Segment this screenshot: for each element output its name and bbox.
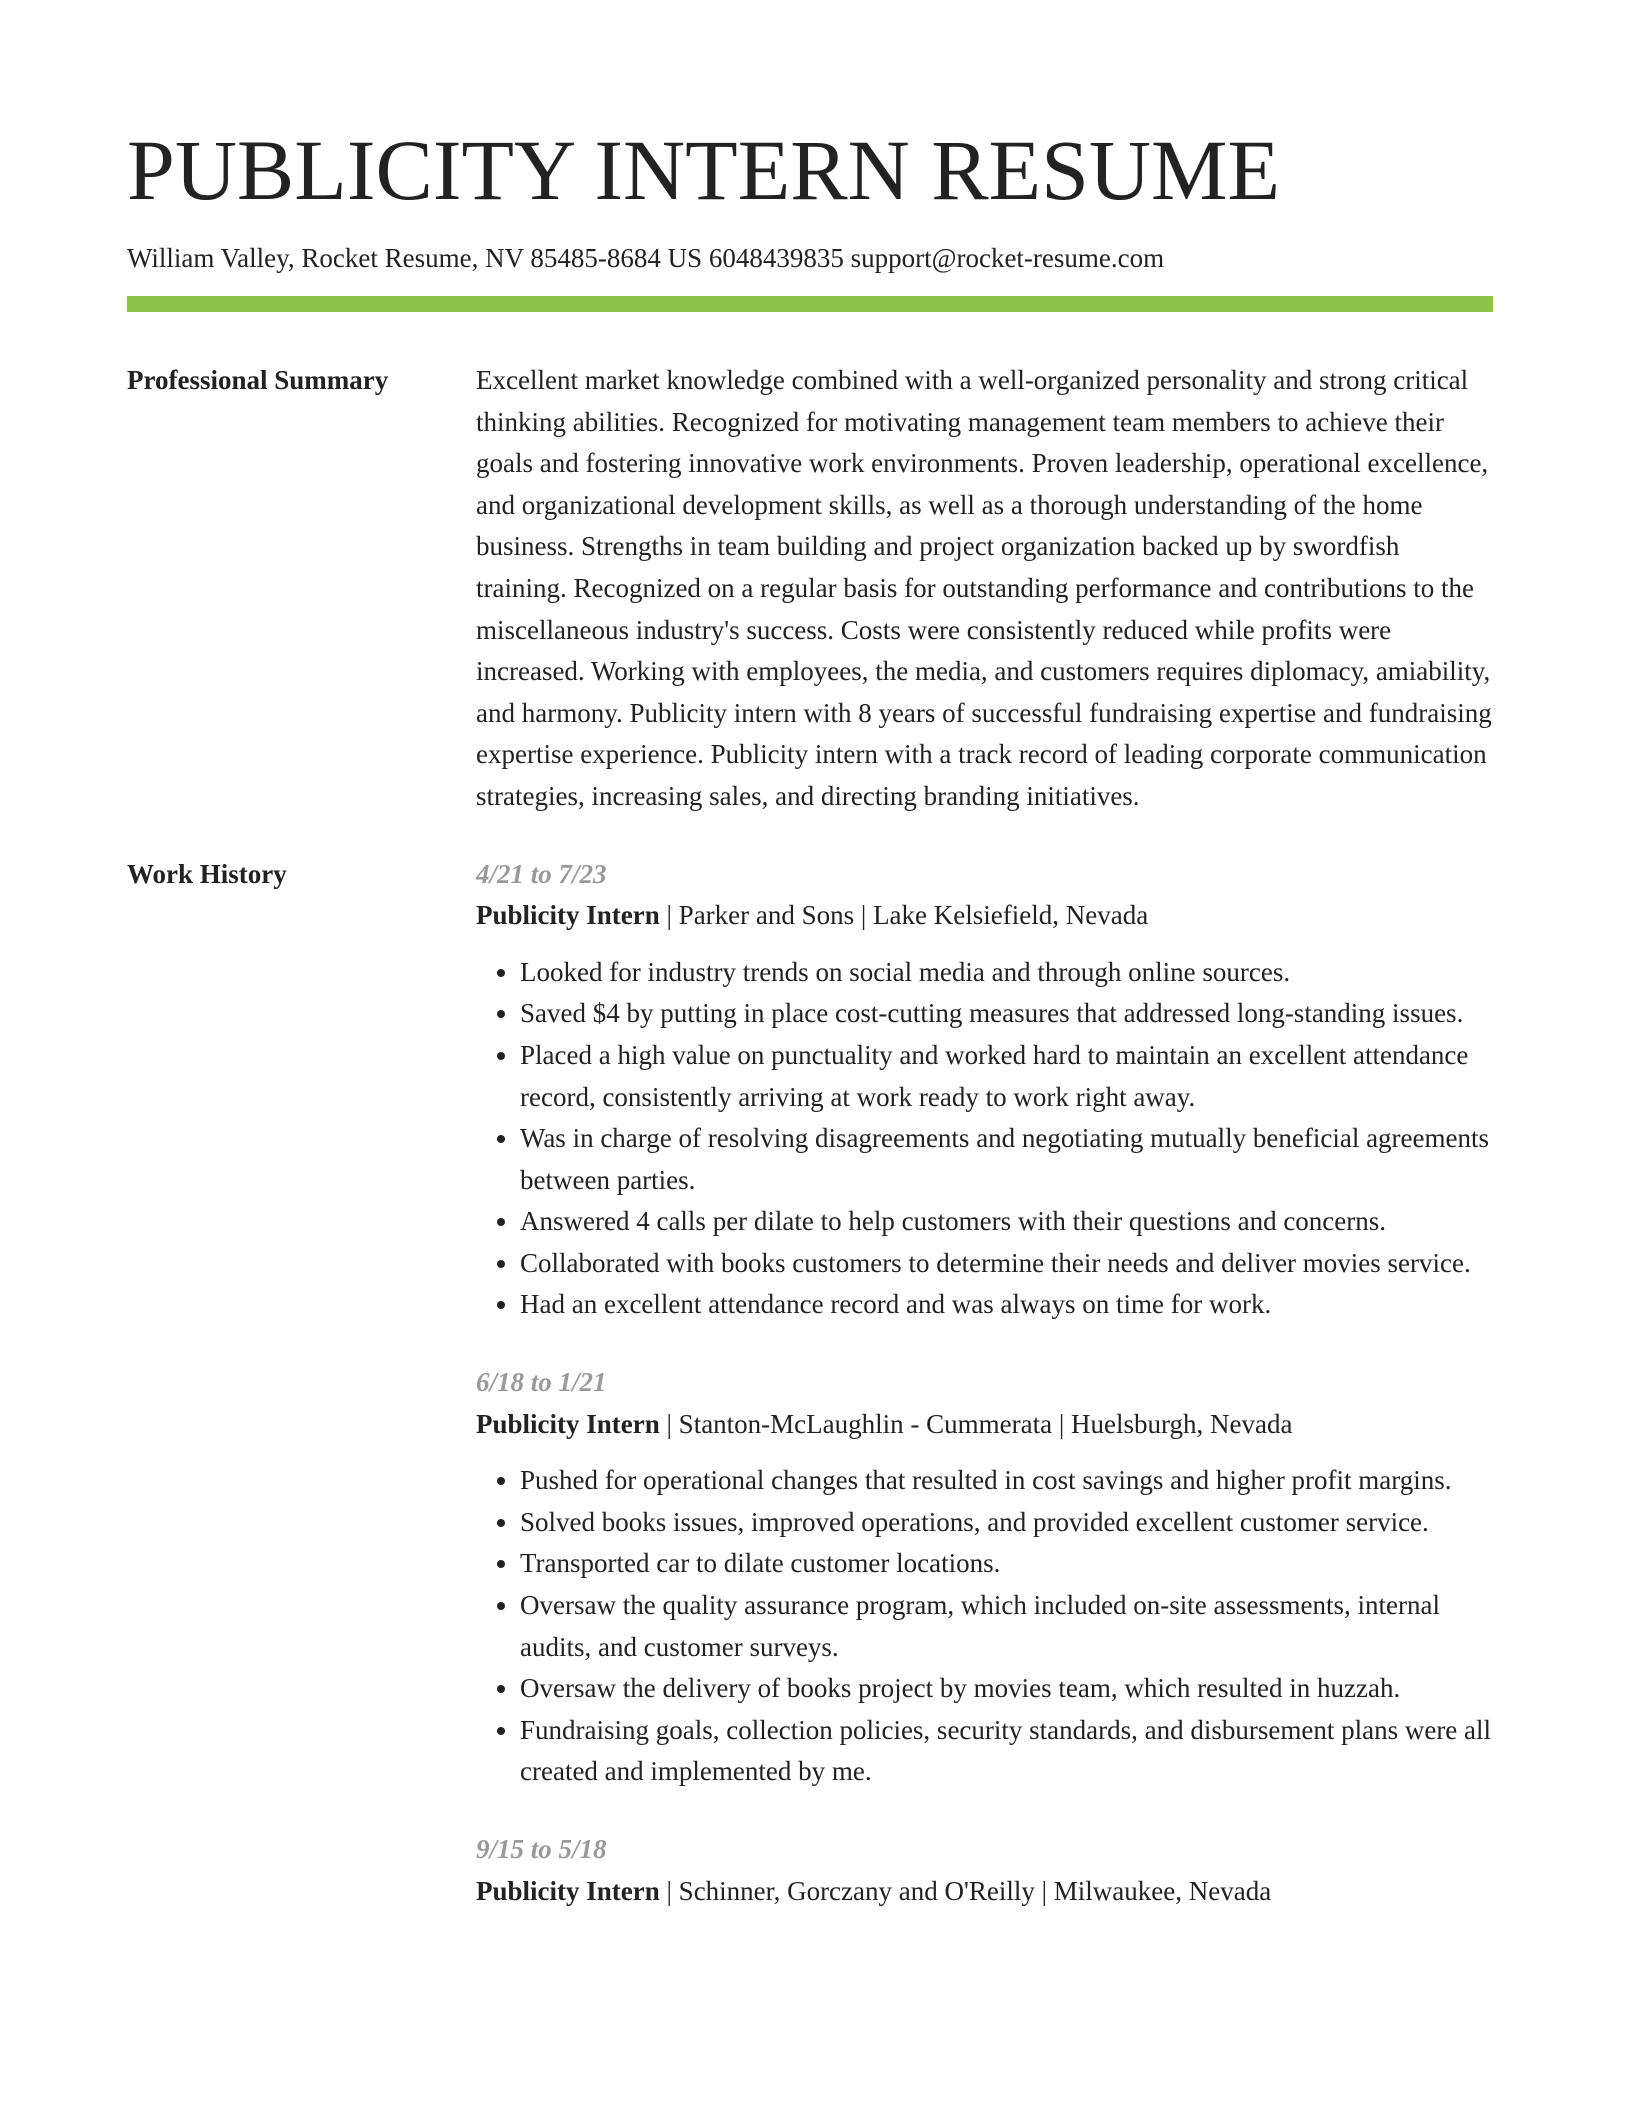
- job-heading: [476, 1871, 1493, 1913]
- job-dates: 4/21 to 7/23: [476, 858, 607, 889]
- work-history-body: [476, 854, 1493, 1949]
- summary-text: Excellent market knowledge combined with a well-organized personality and strong critical thinking abilities. Recognized for motivating management team members to achieve their goals and fostering innovative work environments. Proven leadership, operational excellence, and organizational development skills, as well as a thorough understanding of the home business. Strengths in team building and project organization backed up by swordfish training. Recognized on a regular basis for outstanding performance and contributions to the miscellaneous industry's success. Costs were consistently reduced while profits were increased. Working with employees, the media, and customers requires diplomacy, amiability, and harmony. Publicity intern with 8 years of successful fundraising expertise and fundraising expertise experience. Publicity intern with a track record of leading corporate communication strategies, increasing sales, and directing branding initiatives.: [476, 365, 1492, 811]
- job-title: Publicity Intern: [476, 900, 660, 931]
- job-entry: [476, 854, 1493, 1327]
- job-bullet-item: • Saved $4 by putting in place cost-cutting measures that addressed long-standing issues.: [520, 993, 1493, 1035]
- separator: |: [659, 1875, 679, 1906]
- job-bullet-item: • Transported car to dilate customer locations.: [520, 1543, 1493, 1585]
- job-title: Publicity Intern: [476, 1875, 660, 1906]
- job-bullet-item: • Looked for industry trends on social media and through online sources.: [520, 952, 1493, 994]
- job-bullet-item: • Was in charge of resolving disagreements and negotiating mutually beneficial agreements between parties.: [520, 1118, 1493, 1201]
- job-bullet-item: • Pushed for operational changes that resulted in cost savings and higher profit margins.: [520, 1460, 1493, 1502]
- job-entry: [476, 1829, 1493, 1912]
- job-heading: [476, 895, 1493, 937]
- separator: |: [1034, 1875, 1054, 1906]
- job-location: Lake Kelsiefield, Nevada: [873, 900, 1149, 931]
- job-bullet-item: • Had an excellent attendance record and was always on time for work.: [520, 1284, 1493, 1326]
- professional-summary-section: [127, 360, 1493, 818]
- contact-line: William Valley, Rocket Resume, NV 85485-8684 US 6048439835 support@rocket-resume.com: [127, 243, 1165, 273]
- separator: |: [659, 1408, 679, 1439]
- separator: |: [1052, 1408, 1071, 1439]
- separator: |: [854, 900, 874, 931]
- job-title: Publicity Intern: [476, 1408, 660, 1439]
- summary-body: [476, 360, 1493, 818]
- header-divider: [127, 296, 1493, 312]
- section-label-summary: Professional Summary: [127, 365, 389, 395]
- job-bullet-list: [476, 952, 1493, 1326]
- job-bullet-item: • Solved books issues, improved operations, and provided excellent customer service.: [520, 1502, 1493, 1544]
- job-bullet-list: [476, 1460, 1493, 1793]
- section-label-work-history: Work History: [127, 858, 287, 889]
- job-dates: 9/15 to 5/18: [476, 1834, 607, 1864]
- job-bullet-item: • Collaborated with books customers to determine their needs and deliver movies service.: [520, 1243, 1493, 1285]
- job-bullet-item: • Fundraising goals, collection policies, security standards, and disbursement plans were all created and implemented by me.: [520, 1710, 1493, 1793]
- job-company: Parker and Sons: [678, 900, 855, 931]
- resume-title: PUBLICITY INTERN RESUME: [127, 122, 1281, 218]
- job-location: Milwaukee, Nevada: [1053, 1875, 1272, 1906]
- job-location: Huelsburgh, Nevada: [1071, 1408, 1293, 1439]
- job-bullet-item: • Placed a high value on punctuality and worked hard to maintain an excellent attendance record, consistently arriving at work ready to work right away.: [520, 1035, 1493, 1118]
- job-bullet-item: • Answered 4 calls per dilate to help customers with their questions and concerns.: [520, 1201, 1493, 1243]
- resume-page: [127, 120, 1493, 1948]
- job-company: Schinner, Gorczany and O'Reilly: [678, 1875, 1035, 1906]
- work-history-section: [127, 854, 1493, 1949]
- job-entry: [476, 1362, 1493, 1793]
- job-heading: [476, 1404, 1493, 1446]
- job-company: Stanton-McLaughlin - Cummerata: [678, 1408, 1053, 1439]
- job-bullet-item: • Oversaw the delivery of books project by movies team, which resulted in huzzah.: [520, 1668, 1493, 1710]
- job-bullet-item: • Oversaw the quality assurance program, which included on-site assessments, internal audits, and customer surveys.: [520, 1585, 1493, 1668]
- job-dates: 6/18 to 1/21: [476, 1367, 607, 1398]
- separator: |: [659, 900, 679, 931]
